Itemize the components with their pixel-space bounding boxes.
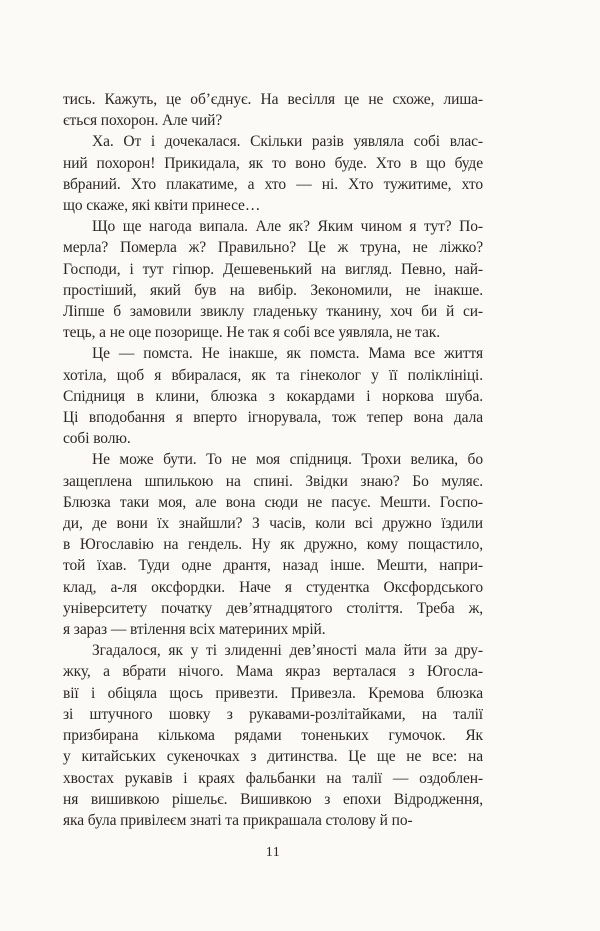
text-line: зі штучного шовку з рукавами-розлітайками, на талії [63,705,483,723]
text-line: призбирана кількома рядами тоненьких гумочок. Як [63,727,483,745]
text-line: ється похорон. Але чий? [63,112,223,130]
text-line: клад, а-ля оксфордки. Наче я студентка Оксфордського [63,578,483,596]
text-line: защеплена шпилькою на спині. Звідки знаю? Бо муляє. [63,472,483,490]
text-line: Це — помста. Не інакше, як помста. Мама все життя [92,345,483,363]
paragraph [63,449,483,640]
text-line: Згадалося, як у ті злиденні дев’яності мала йти за дру- [92,642,483,660]
text-line: у китайських сукеночках з дитинства. Це ще не все: на [63,748,483,766]
text-line: Ці вподобання я вперто ігнорувала, тож тепер вона дала [63,409,483,427]
text-line: мерла? Померла ж? Правильно? Це ж труна, не ліжко? [63,239,483,257]
text-line: ня вишивкою рішельє. Вишивкою з епохи Відродження, [63,790,483,808]
page-number: 11 [265,845,281,860]
text-line: я зараз — втілення всіх материних мрій. [63,621,326,639]
text-line: в Югославію на гендель. Ну як дружно, кому пощастило, [63,536,483,554]
text-line: тись. Кажуть, це об’єднує. На весілля це не схоже, лиша- [63,91,483,108]
text-line: що скаже, які квіти принесе… [63,197,261,215]
text-line: тець, а не оце позорище. Не так я собі все уявляла, не так. [63,324,440,342]
text-line: простіший, який був на вибір. Зекономили, не інакше. [63,281,483,299]
page-text [63,89,483,831]
text-line: Не може бути. То не моя спідниця. Трохи велика, бо [92,451,483,469]
text-line: Спідниця в клини, блюзка з кокардами і норкова шуба. [63,387,483,405]
text-line: ний похорон! Прикидала, як то воно буде. Хто в що буде [63,154,483,172]
text-line: вії і обіцяла щось привезти. Привезла. Кремова блюзка [63,684,483,702]
paragraph [63,640,483,831]
text-line: Ліпше б замовили звиклу гладеньку тканину, хоч би й си- [63,303,483,321]
text-line: ди, де вони їх знайшли? З часів, коли всі дружно їздили [63,515,483,533]
text-line: Ха. От і дочекалася. Скільки разів уявляла собі влас- [92,133,483,151]
text-line: хотіла, щоб я вбиралася, як та гінеколог у її поліклініці. [63,366,483,384]
text-line: яка була привілеєм знаті та прикрашала столову й по- [63,811,413,829]
paragraph [63,216,483,343]
text-line: той їхав. Туди одне дрантя, назад інше. Мешти, напри- [63,557,483,575]
text-line: Що ще нагода випала. Але як? Яким чином я тут? По- [92,218,483,236]
text-line: університету початку дев’ятнадцятого століття. Треба ж, [63,599,483,617]
text-line: Господи, і тут гіпюр. Дешевенький на вигляд. Певно, най- [63,260,483,278]
paragraph [63,131,483,216]
paragraph [63,343,483,449]
text-line: вбраний. Хто плакатиме, а хто — ні. Хто тужитиме, хто [63,175,483,193]
text-line: хвостах рукавів і краях фальбанки на талії — оздоблен- [63,769,483,787]
text-line: жку, а вбрати нічого. Мама якраз верталася з Югосла- [63,663,483,681]
text-line: собі волю. [63,430,131,448]
paragraph [63,89,483,131]
text-line: Блюзка таки моя, але вона сюди не пасує. Мешти. Госпо- [63,493,483,511]
